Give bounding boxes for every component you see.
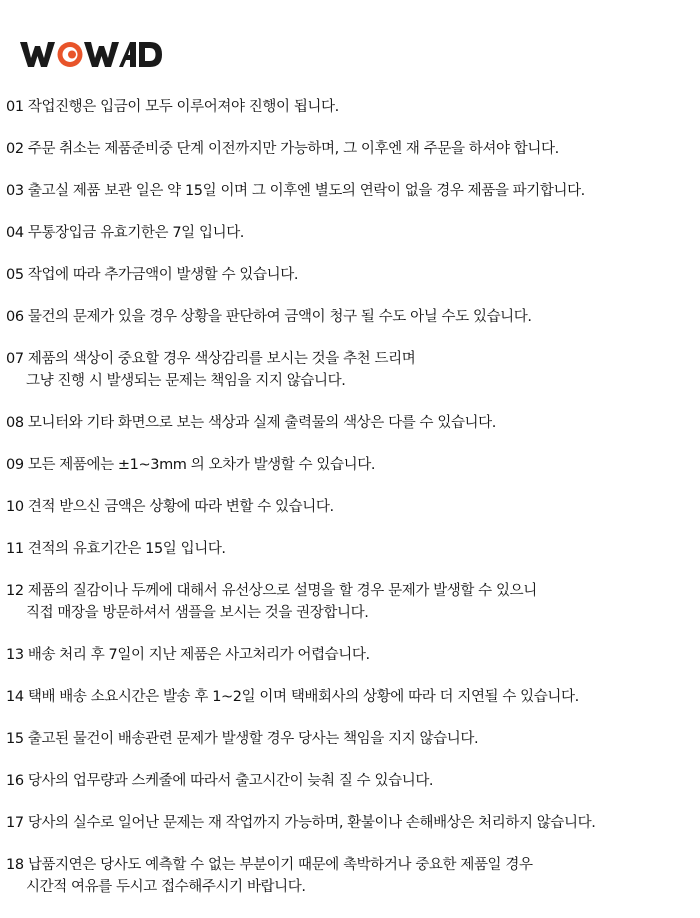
notice-item — [6, 348, 696, 392]
notice-text-continued: 그냥 진행 시 발생되는 문제는 책임을 지지 않습니다. — [26, 373, 346, 389]
notice-text: 15 출고된 물건이 배송관련 문제가 발생할 경우 당사는 책임을 지지 않습니다. — [6, 731, 479, 747]
notice-item — [6, 306, 696, 328]
notice-item — [6, 412, 696, 434]
notice-text: 14 택배 배송 소요시간은 발송 후 1~2일 이며 택배회사의 상황에 따라 더 지연될 수 있습니다. — [6, 689, 579, 705]
logo-letter-w-1 — [20, 42, 55, 67]
notice-item — [6, 222, 696, 244]
notice-text: 12 제품의 질감이나 두께에 대해서 유선상으로 설명을 할 경우 문제가 발생할 수 있으니 — [6, 583, 537, 599]
notice-item — [6, 496, 696, 518]
notice-text: 08 모니터와 기타 화면으로 보는 색상과 실제 출력물의 색상은 다를 수 있습니다. — [6, 415, 496, 431]
notice-item — [6, 454, 696, 476]
notice-text: 03 출고실 제품 보관 일은 약 15일 이며 그 이후엔 별도의 연락이 없을 경우 제품을 파기합니다. — [6, 183, 585, 199]
notice-text: 07 제품의 색상이 중요할 경우 색상감리를 보시는 것을 추천 드리며 — [6, 351, 416, 367]
notice-text: 05 작업에 따라 추가금액이 발생할 수 있습니다. — [6, 267, 299, 283]
logo-letter-w-2 — [84, 42, 119, 67]
notice-item — [6, 854, 696, 898]
notice-text-continued: 시간적 여유를 두시고 접수해주시기 바랍니다. — [26, 879, 306, 895]
notice-item — [6, 180, 696, 202]
notice-text: 10 견적 받으신 금액은 상황에 따라 변할 수 있습니다. — [6, 499, 334, 515]
notice-item — [6, 812, 696, 834]
logo-letter-d — [139, 42, 162, 67]
notice-item — [6, 644, 696, 666]
notice-item — [6, 728, 696, 750]
logo-letter-a — [119, 42, 136, 67]
notice-text: 01 작업진행은 입금이 모두 이루어져야 진행이 됩니다. — [6, 99, 339, 115]
wowad-logo — [20, 38, 162, 70]
notice-text: 11 견적의 유효기간은 15일 입니다. — [6, 541, 226, 557]
notice-item — [6, 264, 696, 286]
notice-item — [6, 770, 696, 792]
notice-text: 02 주문 취소는 제품준비중 단계 이전까지만 가능하며, 그 이후엔 재 주문을 하셔야 합니다. — [6, 141, 559, 157]
notice-item — [6, 686, 696, 708]
notice-text: 06 물건의 문제가 있을 경우 상황을 판단하여 금액이 청구 될 수도 아닐 수도 있습니다. — [6, 309, 532, 325]
notice-item — [6, 538, 696, 560]
notice-text: 04 무통장입금 유효기한은 7일 입니다. — [6, 225, 245, 241]
notice-text: 17 당사의 실수로 일어난 문제는 재 작업까지 가능하며, 환불이나 손해배상은 처리하지 않습니다. — [6, 815, 596, 831]
notice-text: 13 배송 처리 후 7일이 지난 제품은 사고처리가 어렵습니다. — [6, 647, 370, 663]
notice-item — [6, 580, 696, 624]
notice-item — [6, 138, 696, 160]
notice-text-continued: 직접 매장을 방문하셔서 샘플을 보시는 것을 권장합니다. — [26, 605, 369, 621]
notice-text: 16 당사의 업무량과 스케줄에 따라서 출고시간이 늦춰 질 수 있습니다. — [6, 773, 434, 789]
notice-text: 18 납품지연은 당사도 예측할 수 없는 부분이기 때문에 촉박하거나 중요한 제품일 경우 — [6, 857, 533, 873]
notice-item — [6, 96, 696, 118]
logo-letter-o — [58, 42, 83, 67]
notice-text: 09 모든 제품에는 ±1~3mm 의 오차가 발생할 수 있습니다. — [6, 457, 376, 473]
notice-list — [6, 96, 696, 918]
